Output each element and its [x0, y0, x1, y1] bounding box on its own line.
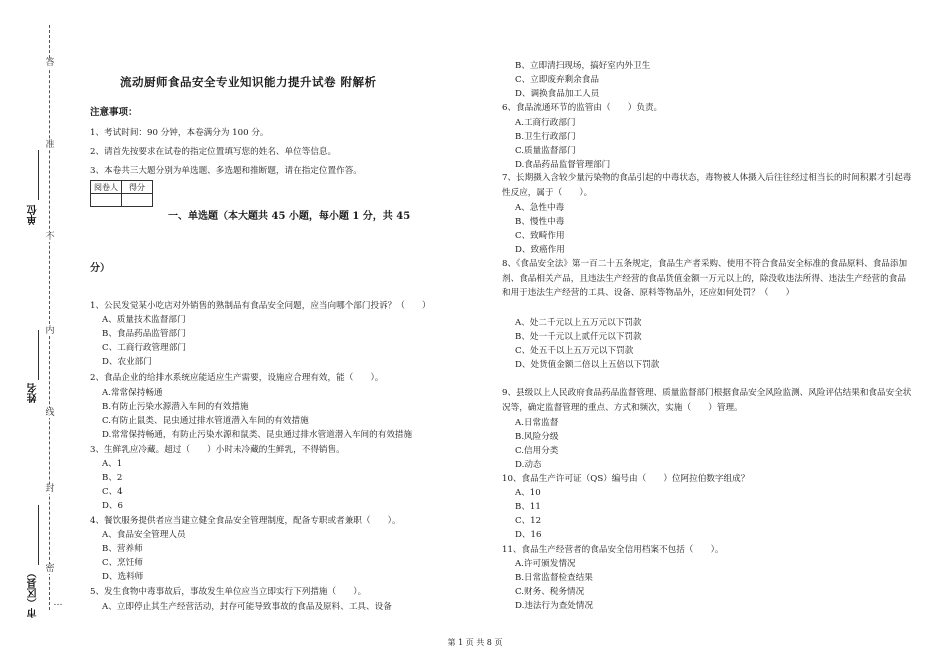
option[interactable]: C.财务、税务情况 [515, 587, 585, 597]
score-header: 得分 [122, 181, 153, 194]
question-3: 3、生鲜乳应冷藏。超过（ ）小时未冷藏的生鲜乳，不得销售。 [90, 445, 345, 455]
unit-label: 单位 [28, 205, 39, 225]
option[interactable]: B.风险分级 [515, 432, 559, 442]
score-table [90, 180, 153, 207]
page-footer: 第 1 页 共 8 页 [447, 638, 503, 647]
question-6: 6、食品流通环节的监管由（ ）负责。 [502, 103, 663, 113]
grader-cell[interactable] [91, 194, 122, 207]
question-8: 8、《食品安全法》第一百二十五条规定，食品生产者采购、使用不符合食品安全标准的食品原料、食品添加剂、食品相关产品，且违法生产经营的食品货值金额一万元以上的，除没收违法所得、违法生产经营的食品和用于违法生产经营的工具、设备、原料等物品外，还应如何处罚？（ ） [502, 259, 908, 298]
question-7: 7、长期摄入含较少量污染物的食品引起的中毒状态，毒物被人体摄入后往往经过相当长的时间积累才引起毒性反应，属于（ ）。 [502, 173, 912, 198]
option[interactable]: A、食品安全管理人员 [102, 530, 186, 540]
name-label: 姓名 [28, 383, 39, 403]
option[interactable]: A.许可颁发情况 [515, 559, 576, 569]
binding-margin [0, 0, 80, 671]
option[interactable]: C.质量监督部门 [515, 146, 576, 156]
option[interactable]: A、10 [515, 488, 541, 498]
option[interactable]: A、质量技术监督部门 [102, 315, 186, 325]
notice-item: 2、请首先按要求在试卷的指定位置填写您的姓名、单位等信息。 [90, 147, 337, 157]
district-label: 市（区县） [28, 568, 39, 618]
option[interactable]: B、2 [102, 473, 123, 483]
binding-char: 不 [45, 232, 55, 242]
option[interactable]: D、农业部门 [102, 357, 152, 367]
question-10: 10、食品生产许可证（QS）编号由（ ）位阿拉伯数字组成？ [502, 474, 750, 484]
option[interactable]: D.食品药品监督管理部门 [515, 160, 611, 170]
option[interactable]: C、12 [515, 516, 542, 526]
option[interactable]: B、立即清扫现场，搞好室内外卫生 [515, 61, 651, 71]
binding-char: 准 [45, 140, 55, 150]
option[interactable]: B.卫生行政部门 [515, 132, 576, 142]
binding-char: 封 [45, 484, 55, 494]
notice-heading: 注意事项： [90, 107, 138, 118]
binding-dashed-line [49, 25, 50, 610]
section-title: 一、单选题（本大题共 45 小题，每小题 1 分，共 45 [168, 211, 411, 222]
score-cell[interactable] [122, 194, 153, 207]
question-11: 11、食品生产经营者的食品安全信用档案不包括（ ）。 [502, 545, 724, 555]
option[interactable]: A、急性中毒 [515, 203, 565, 213]
option[interactable]: C、4 [102, 487, 123, 497]
option[interactable]: B.有防止污染水源潜入车间的有效措施 [102, 402, 249, 412]
binding-char: 密 [45, 564, 55, 574]
option[interactable]: D、致癌作用 [515, 245, 565, 255]
option[interactable]: D、处货值金额二倍以上五倍以下罚款 [515, 360, 660, 370]
page-title: 流动厨师食品安全专业知识能力提升试卷 附解析 [120, 75, 377, 89]
question-2: 2、食品企业的给排水系统应能适应生产需要，设施应合理有效，能（ ）。 [90, 373, 384, 383]
grader-header: 阅卷人 [91, 181, 122, 194]
notice-item: 1、考试时间：90 分钟，本卷满分为 100 分。 [90, 128, 269, 138]
section-title-tail: 分） [90, 263, 110, 274]
binding-dash: … [53, 598, 63, 608]
option[interactable]: C、致畸作用 [515, 231, 565, 241]
option[interactable]: B、食品药品监管部门 [102, 329, 186, 339]
question-9: 9、县级以上人民政府食品药品监督管理、质量监督部门根据食品安全风险监测、风险评估结果和食品安全状况等，确定监督管理的重点、方式和频次，实施（ ）管理。 [502, 388, 912, 413]
option[interactable]: A、处二千元以上五万元以下罚款 [515, 318, 642, 328]
question-4: 4、餐饮服务提供者应当建立健全食品安全管理制度，配备专职或者兼职（ ）。 [90, 516, 401, 526]
option[interactable]: C、烹饪师 [102, 558, 143, 568]
option[interactable]: A.工商行政部门 [515, 118, 576, 128]
option[interactable]: C、工商行政管理部门 [102, 343, 186, 353]
option[interactable]: C、处五千以上五万元以下罚款 [515, 346, 634, 356]
binding-char: 内 [45, 326, 55, 336]
option[interactable]: D.常常保持畅通，有防止污染水源和鼠类、昆虫通过排水管道潜入车间的有效措施 [102, 430, 413, 440]
option[interactable]: B、11 [515, 502, 541, 512]
binding-char: 线 [45, 408, 55, 418]
binding-char: 答 [45, 58, 55, 68]
name-field-line [38, 330, 39, 380]
unit-field-line [38, 150, 39, 200]
notice-item: 3、本卷共三大题分别为单选题、多选题和推断题，请在指定位置作答。 [90, 166, 362, 176]
option[interactable]: D、6 [102, 501, 123, 511]
option[interactable]: B、营养师 [102, 544, 143, 554]
option[interactable]: A、立即停止其生产经营活动，封存可能导致事故的食品及原料、工具、设备 [102, 602, 392, 612]
option[interactable]: D、选料师 [102, 572, 144, 582]
option[interactable]: B.日常监督检查结果 [515, 573, 593, 583]
option[interactable]: C.有防止鼠类、昆虫通过排水管道潜入车间的有效措施 [102, 416, 309, 426]
option[interactable]: B、处一千元以上贰仟元以下罚款 [515, 332, 642, 342]
option[interactable]: A.日常监督 [515, 418, 559, 428]
option[interactable]: C、立即废弃剩余食品 [515, 75, 599, 85]
option[interactable]: A、1 [102, 459, 123, 469]
district-field-line [38, 505, 39, 565]
option[interactable]: D.违法行为查处情况 [515, 601, 594, 611]
option[interactable]: D.动态 [515, 460, 542, 470]
option[interactable]: A.常常保持畅通 [102, 388, 163, 398]
option[interactable]: B、慢性中毒 [515, 217, 565, 227]
option[interactable]: D、16 [515, 530, 542, 540]
question-1: 1、公民发觉某小吃店对外销售的熟制品有食品安全问题，应当向哪个部门投诉？（ ） [90, 301, 431, 311]
option[interactable]: D、调换食品加工人员 [515, 89, 600, 99]
question-5: 5、发生食物中毒事故后，事故发生单位应当立即实行下列措施（ ）。 [90, 587, 367, 597]
option[interactable]: C.信用分类 [515, 446, 559, 456]
